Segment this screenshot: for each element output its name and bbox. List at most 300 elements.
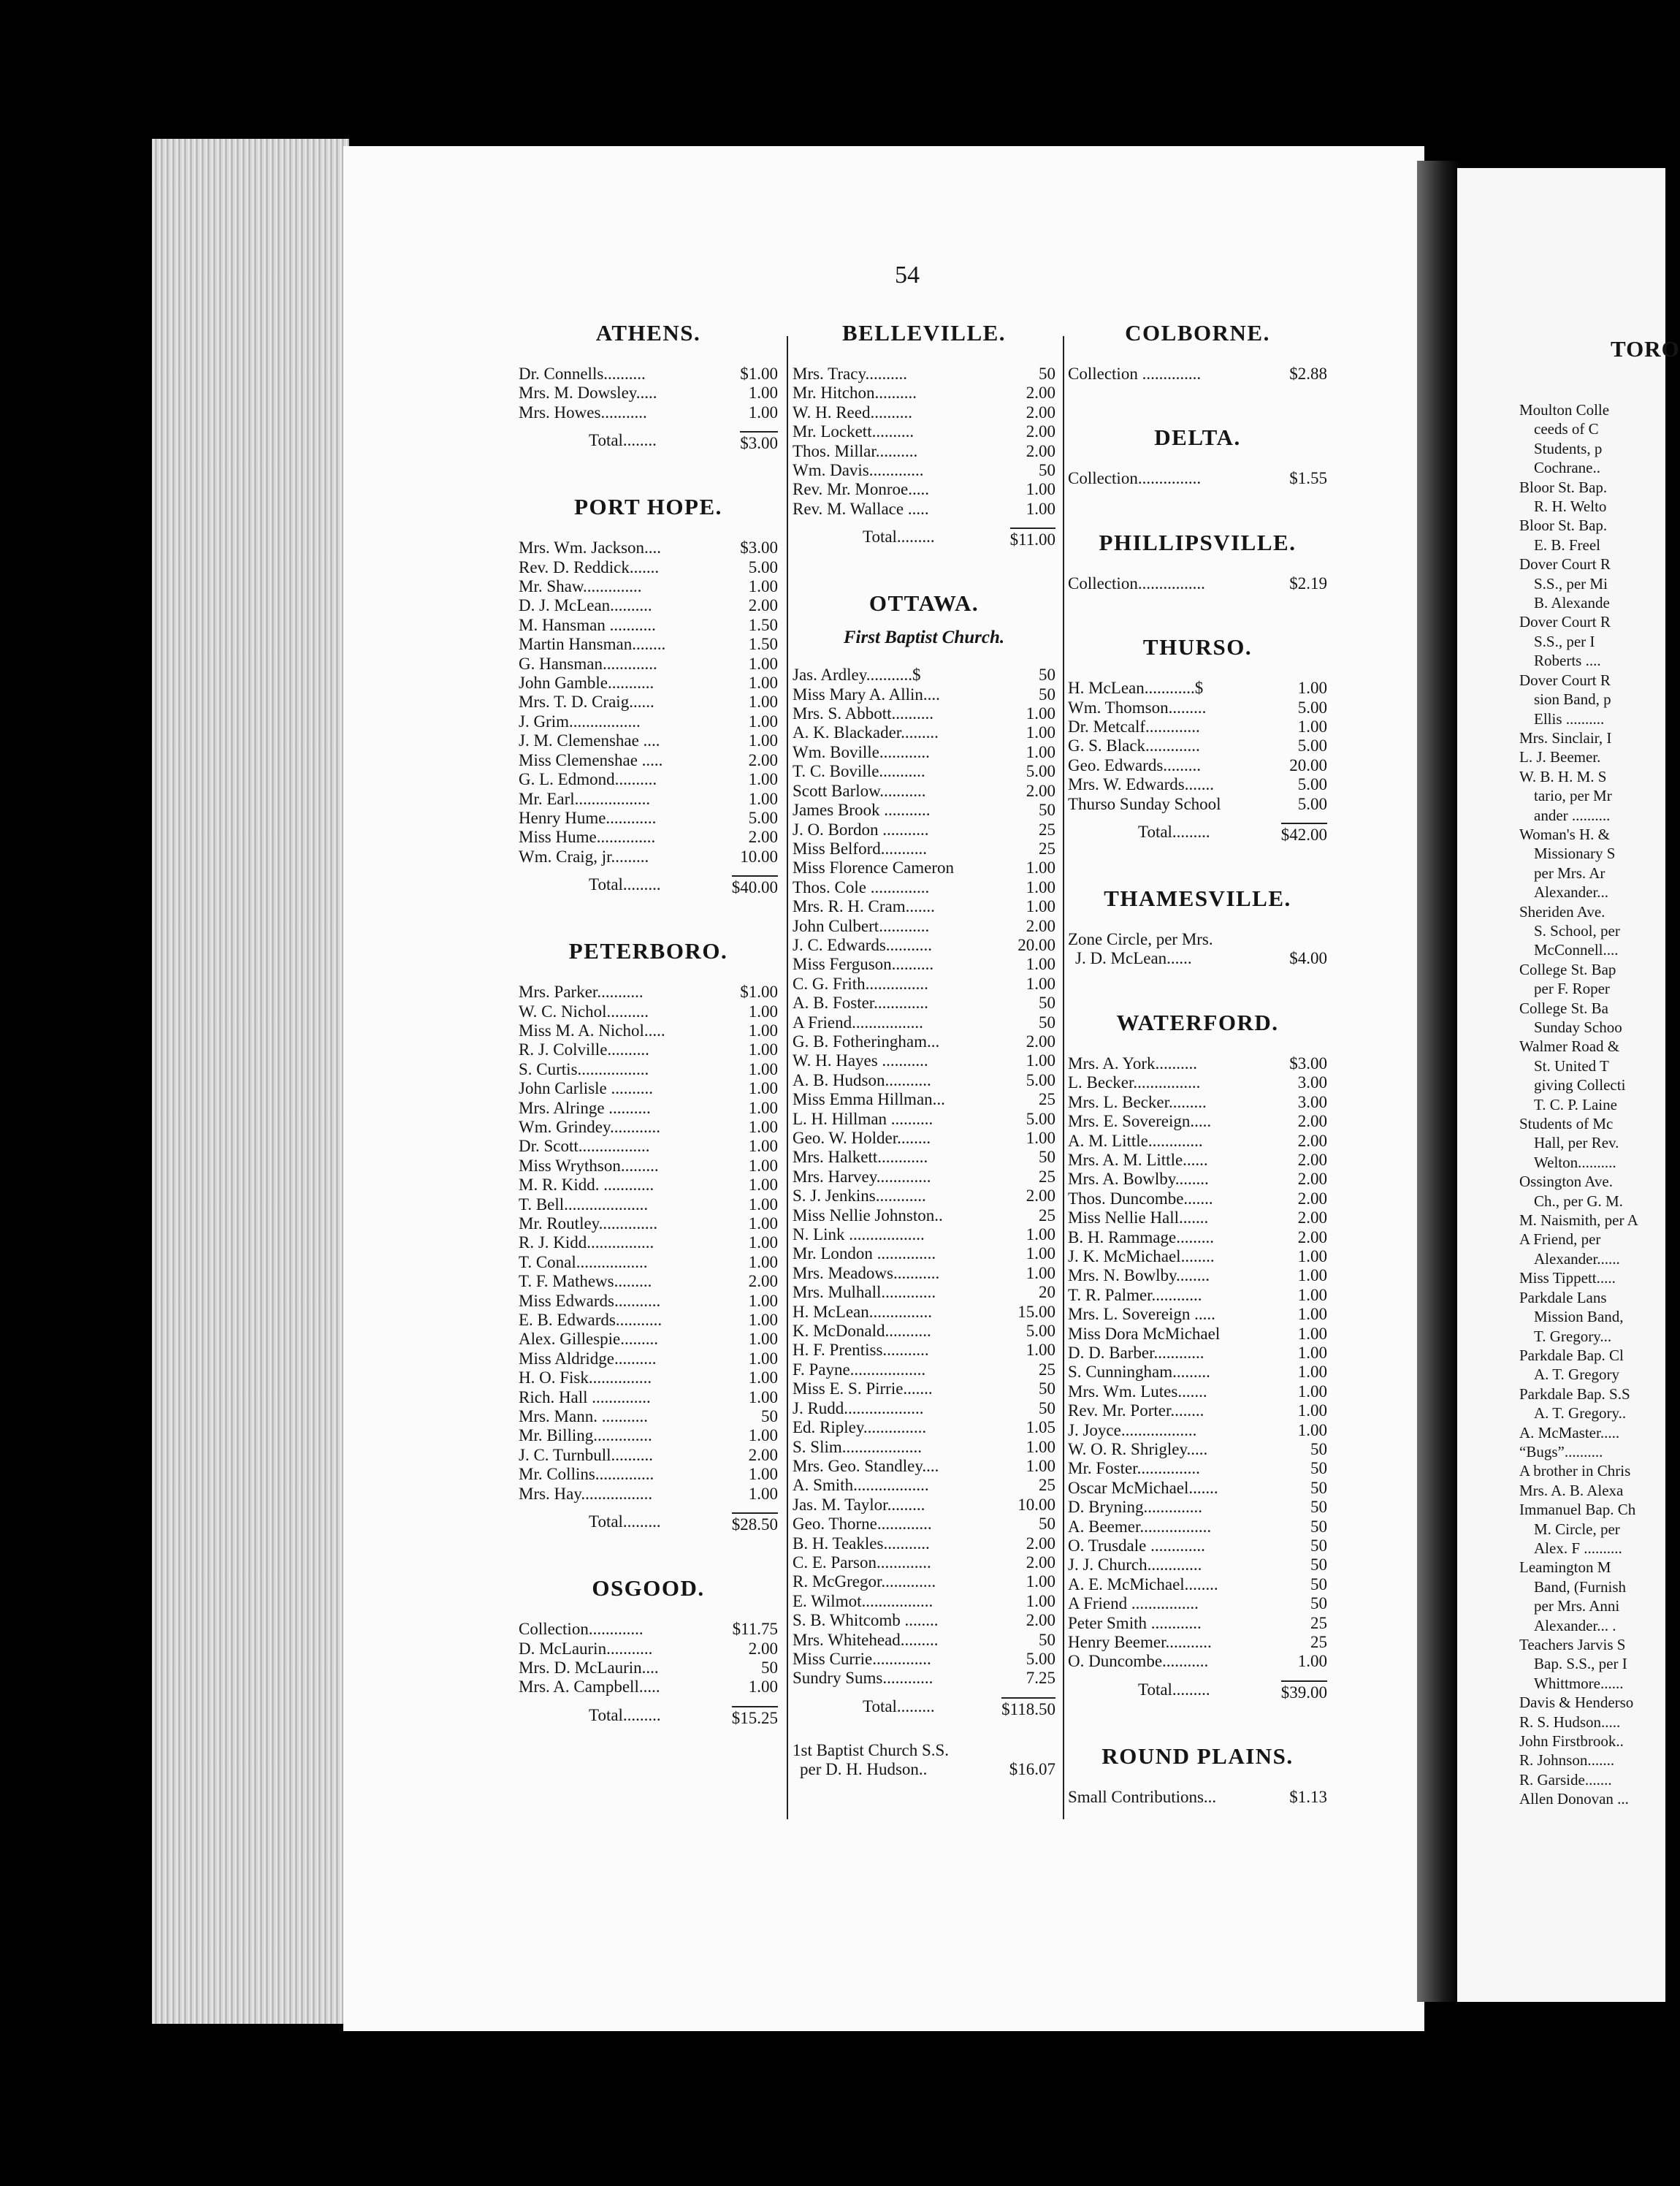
- entry-row: [793, 1341, 1055, 1360]
- entry-amount: 2.00: [1026, 781, 1055, 800]
- entry-name: Geo. Thorne.............: [793, 1515, 932, 1534]
- entry-amount: 1.00: [748, 654, 778, 673]
- entry-row: [519, 1426, 778, 1445]
- entry-row: [1068, 698, 1327, 717]
- entry-list: [1068, 574, 1327, 593]
- entry-amount: 50: [1310, 1517, 1327, 1536]
- total-amount: $11.00: [1010, 528, 1055, 549]
- entry-name: Mrs. Alringe ..........: [519, 1098, 651, 1117]
- entry-amount: 1.00: [748, 1214, 778, 1233]
- entry-amount: 2.00: [1026, 441, 1055, 460]
- entry-row: [793, 1572, 1055, 1591]
- entry-amount: 25: [1039, 839, 1055, 858]
- section-title: COLBORNE.: [1125, 320, 1270, 346]
- entry-amount: 25: [1039, 820, 1055, 839]
- entry-name: Mrs. N. Bowlby........: [1068, 1266, 1210, 1285]
- entry-name: W. O. R. Shrigley.....: [1068, 1440, 1208, 1458]
- entry-name: Peter Smith ............: [1068, 1613, 1202, 1632]
- entry-row: [519, 1388, 778, 1407]
- entry-line-1: Zone Circle, per Mrs.: [1068, 930, 1213, 949]
- list-line: McConnell....: [1534, 941, 1619, 959]
- list-line: tario, per Mr: [1534, 787, 1612, 805]
- entry-amount: 2.00: [1026, 422, 1055, 441]
- entry-row: [793, 1650, 1055, 1669]
- list-line: Immanuel Bap. Ch: [1519, 1501, 1636, 1519]
- entry-amount: 1.00: [748, 1156, 778, 1175]
- entry-row: [793, 480, 1055, 499]
- entry-row: [1068, 1054, 1327, 1073]
- entry-name: Miss Currie..............: [793, 1649, 931, 1668]
- right-page-heading: TORO: [1611, 336, 1680, 362]
- list-line: per Mrs. Anni: [1534, 1597, 1620, 1615]
- entry-name: Wm. Craig, jr.........: [519, 847, 649, 866]
- list-line: per F. Roper: [1534, 980, 1610, 998]
- entry-name: T. C. Boville...........: [793, 762, 925, 781]
- entry-row: [793, 1592, 1055, 1611]
- entry-row: [519, 558, 778, 577]
- entry-row: [519, 1292, 778, 1311]
- section: [519, 321, 778, 453]
- entry-row: [1068, 1633, 1327, 1652]
- entry-row: [1068, 1479, 1327, 1498]
- section: [1068, 636, 1327, 845]
- section-title: PETERBORO.: [568, 938, 728, 964]
- entry-name: Mrs. Meadows...........: [793, 1263, 940, 1282]
- entry-amount: 2.00: [1026, 1534, 1055, 1553]
- entry-name: Mrs. Whitehead.........: [793, 1630, 939, 1649]
- entry-amount: 1.00: [1297, 1266, 1327, 1285]
- list-line: R. S. Hudson.....: [1519, 1713, 1621, 1731]
- entry-row: [793, 365, 1055, 384]
- column-3: [1068, 321, 1327, 1849]
- section: [1068, 1011, 1327, 1702]
- entry-row: [793, 704, 1055, 723]
- entry-row: [519, 693, 778, 712]
- entry-name: J. O. Bordon ...........: [793, 820, 929, 839]
- list-line: Ch., per G. M.: [1534, 1192, 1623, 1210]
- entry-row: [793, 1515, 1055, 1534]
- list-line: T. C. P. Laine: [1534, 1095, 1617, 1113]
- entry-row: [1068, 1594, 1327, 1613]
- entry-name: F. Payne..................: [793, 1360, 926, 1379]
- total-label: Total.........: [589, 1705, 661, 1724]
- entry-name: S. Curtis.................: [519, 1059, 649, 1078]
- entry-amount: 20: [1039, 1283, 1055, 1302]
- entry-list: [1068, 365, 1327, 384]
- entry-amount: 2.00: [748, 1639, 778, 1658]
- entry-name: Oscar McMichael.......: [1068, 1478, 1218, 1497]
- entry-amount: 1.00: [1026, 858, 1055, 877]
- entry-name: Mrs. Tracy..........: [793, 365, 907, 383]
- entry-row: [1068, 736, 1327, 755]
- entry-name: H. F. Prentiss...........: [793, 1341, 929, 1360]
- list-line: St. United T: [1534, 1056, 1609, 1075]
- entry-amount: 2.00: [748, 750, 778, 769]
- list-line: Walmer Road &: [1519, 1037, 1620, 1056]
- entry-row: [519, 1214, 778, 1233]
- entry-list: [519, 365, 778, 422]
- section: [793, 592, 1055, 1779]
- entry-amount: 7.25: [1026, 1669, 1055, 1688]
- entry-name: R. J. Colville..........: [519, 1040, 649, 1059]
- section-title: OSGOOD.: [592, 1575, 705, 1602]
- entry-name: Miss Dora McMichael: [1068, 1324, 1221, 1343]
- entry-amount: 50: [1039, 685, 1055, 704]
- entry-row: [519, 1157, 778, 1176]
- entry-row: [519, 770, 778, 789]
- entry-name: J. Joyce..................: [1068, 1420, 1197, 1439]
- column-rule: [787, 336, 788, 1819]
- entry-row: [519, 655, 778, 674]
- entry-amount: 25: [1039, 1167, 1055, 1186]
- section: [519, 1577, 778, 1728]
- list-line: Sheriden Ave.: [1519, 902, 1605, 921]
- entry-name: Henry Hume............: [519, 808, 657, 827]
- entry-amount: 1.00: [1297, 1363, 1327, 1382]
- entry-row: [1068, 795, 1327, 814]
- entry-amount: 5.00: [1026, 762, 1055, 781]
- note-amount: $16.07: [1009, 1760, 1055, 1779]
- entry-name: Miss Clemenshae .....: [519, 750, 663, 769]
- entry-amount: 1.00: [748, 674, 778, 693]
- entry-name: Miss Hume..............: [519, 828, 656, 847]
- entry-row: [793, 917, 1055, 936]
- entry-row: [519, 712, 778, 731]
- entry-amount: 1.00: [748, 1002, 778, 1021]
- entry-row: [1068, 1093, 1327, 1112]
- entry-row: [1068, 679, 1327, 698]
- entry-amount: 50: [1039, 1630, 1055, 1649]
- entry-name: Mrs. Wm. Lutes.......: [1068, 1382, 1207, 1401]
- total-label: Total.........: [589, 875, 661, 894]
- entry-amount: 5.00: [1026, 1109, 1055, 1128]
- list-line: Band, (Furnish: [1534, 1577, 1626, 1596]
- total-label: Total.........: [589, 1512, 661, 1531]
- list-line: Woman's H. &: [1519, 825, 1611, 843]
- entry-amount: 2.00: [1297, 1208, 1327, 1227]
- entry-name: A. E. McMichael........: [1068, 1574, 1218, 1593]
- entry-name: Ed. Ripley...............: [793, 1418, 927, 1437]
- entry-amount: 50: [1310, 1440, 1327, 1458]
- entry-amount: 50: [1039, 801, 1055, 820]
- entry-name: Mrs. Howes...........: [519, 403, 647, 422]
- entry-row: [793, 1534, 1055, 1553]
- list-line: R. Johnson.......: [1519, 1751, 1615, 1770]
- entry-row: [793, 1244, 1055, 1263]
- entry-amount: 1.00: [1026, 1051, 1055, 1070]
- entry-name: Mrs. A. Bowlby........: [1068, 1170, 1209, 1189]
- entry-name: O. Trusdale .............: [1068, 1536, 1205, 1555]
- entry-name: Mrs. Halkett............: [793, 1148, 928, 1167]
- entry-row: [519, 1465, 778, 1484]
- entry-name: Mr. Collins..............: [519, 1465, 654, 1484]
- entry-row: [793, 858, 1055, 877]
- entry-amount: 1.00: [1026, 877, 1055, 896]
- list-line: Teachers Jarvis S: [1519, 1636, 1626, 1653]
- entry-name: A. B. Foster.............: [793, 994, 928, 1013]
- entry-name: J. Grim.................: [519, 712, 641, 731]
- section-title: THAMESVILLE.: [1104, 886, 1291, 912]
- entry-row: [519, 1176, 778, 1195]
- entry-amount: 1.00: [748, 1291, 778, 1310]
- entry-amount: 50: [1310, 1555, 1327, 1574]
- entry-name: Martin Hansman........: [519, 635, 666, 654]
- entry-amount: 2.00: [1297, 1170, 1327, 1189]
- entry-amount: 1.05: [1026, 1418, 1055, 1437]
- entry-amount: 5.00: [1026, 1649, 1055, 1668]
- list-line: Cochrane..: [1534, 459, 1600, 477]
- entry-name: W. H. Hayes ...........: [793, 1051, 928, 1070]
- entry-name: Dr. Connells..........: [519, 365, 646, 383]
- entry-row: [793, 685, 1055, 704]
- entry-row: [1068, 1421, 1327, 1440]
- entry-name: A. Smith..................: [793, 1476, 929, 1495]
- list-line: S. School, per: [1534, 921, 1620, 940]
- entry-row: [793, 500, 1055, 519]
- list-line: Parkdale Bap. Cl: [1519, 1346, 1624, 1364]
- total-amount: $40.00: [732, 875, 778, 897]
- list-line: Whittmore......: [1534, 1674, 1624, 1692]
- entry-row: [519, 1099, 778, 1118]
- list-line: Alexander... .: [1534, 1616, 1616, 1634]
- entry-name: A. Beemer.................: [1068, 1517, 1212, 1536]
- entry-amount: 1.00: [748, 770, 778, 789]
- entry-amount: 1.00: [748, 1484, 778, 1503]
- entry-name: R. McGregor.............: [793, 1572, 936, 1591]
- section-title: PHILLIPSVILLE.: [1099, 529, 1297, 555]
- entry-row: [793, 1631, 1055, 1650]
- entry-row: [1068, 1344, 1327, 1363]
- entry-row: [519, 674, 778, 693]
- entry-name: L. Becker................: [1068, 1073, 1201, 1092]
- entry-amount: 1.00: [748, 1252, 778, 1271]
- section-total: [519, 431, 778, 453]
- entry-amount: $4.00: [1289, 949, 1327, 968]
- entry-name: R. J. Kidd................: [519, 1233, 654, 1252]
- entry-row: [1068, 365, 1327, 384]
- entry-row: [793, 975, 1055, 994]
- entry-name: Thos. Millar..........: [793, 441, 918, 460]
- list-line: ander ..........: [1534, 806, 1611, 824]
- entry-amount: 1.00: [748, 1195, 778, 1214]
- entry-row: [793, 422, 1055, 441]
- entry-amount: 2.00: [1026, 1611, 1055, 1630]
- entry-amount: 1.00: [1026, 897, 1055, 916]
- entry-name: W. H. Reed..........: [793, 403, 912, 422]
- entry-row: [519, 596, 778, 615]
- entry-row: [793, 1476, 1055, 1495]
- entry-amount: $1.13: [1289, 1787, 1327, 1806]
- entry-row: [793, 1090, 1055, 1109]
- list-line: Alexander......: [1534, 1249, 1620, 1268]
- entry-row: [519, 1349, 778, 1368]
- entry-amount: 1.00: [748, 403, 778, 422]
- list-line: S.S., per Mi: [1534, 574, 1608, 593]
- list-line: Allen Donovan ...: [1519, 1790, 1629, 1808]
- entry-name: Mrs. A. Campbell.....: [519, 1677, 660, 1696]
- entry-amount: 1.00: [1026, 742, 1055, 761]
- section-total: [519, 875, 778, 897]
- entry-name: James Brook ...........: [793, 801, 931, 820]
- entry-name: M. Hansman ...........: [519, 615, 656, 634]
- entry-name: Wm. Davis.............: [793, 461, 924, 480]
- entry-amount: 5.00: [1297, 698, 1327, 717]
- entry-amount: 2.00: [1297, 1150, 1327, 1169]
- entry-row: [1068, 775, 1327, 794]
- entry-row: [793, 936, 1055, 955]
- entry-amount: 1.50: [748, 635, 778, 654]
- list-line: Dover Court R: [1519, 613, 1611, 631]
- entry-amount: 1.00: [748, 1059, 778, 1078]
- entry-row: [1068, 1151, 1327, 1170]
- entry-name: T. Bell....................: [519, 1195, 649, 1214]
- total-label: Total........: [589, 431, 657, 450]
- total-amount: $39.00: [1281, 1680, 1327, 1702]
- list-line: giving Collecti: [1534, 1076, 1626, 1094]
- entry-row: [519, 1640, 778, 1658]
- entry-amount: 1.00: [1026, 1437, 1055, 1456]
- entry-amount: 3.00: [1297, 1092, 1327, 1111]
- entry-amount: 50: [1039, 1515, 1055, 1534]
- entry-amount: 1.00: [748, 1426, 778, 1445]
- entry-amount: 2.00: [1026, 1553, 1055, 1572]
- entry-name: Mr. Lockett..........: [793, 422, 915, 441]
- entry-row: [519, 1446, 778, 1465]
- entry-row: [1068, 1170, 1327, 1189]
- entry-amount: 50: [761, 1407, 778, 1426]
- entry-row: [793, 1496, 1055, 1515]
- entry-amount: $3.00: [1289, 1054, 1327, 1073]
- list-line: College St. Ba: [1519, 999, 1608, 1017]
- list-line: per Mrs. Ar: [1534, 864, 1605, 882]
- entry-row: [793, 666, 1055, 685]
- entry-name: Miss Florence Cameron: [793, 858, 955, 877]
- entry-row: [519, 1330, 778, 1349]
- entry-amount: 1.00: [748, 1098, 778, 1117]
- entry-name: C. G. Frith...............: [793, 974, 928, 993]
- section-title: BELLEVILLE.: [841, 320, 1007, 346]
- entry-amount: 5.00: [748, 557, 778, 576]
- entry-amount: 1.00: [1026, 1244, 1055, 1263]
- entry-name: Mr. Shaw..............: [519, 577, 642, 596]
- entry-name: Jas. Ardley...........$: [793, 666, 921, 685]
- entry-amount: 1.00: [748, 1176, 778, 1195]
- entry-amount: 1.00: [1297, 1305, 1327, 1324]
- section-total: [793, 1697, 1055, 1719]
- entry-row: [793, 1418, 1055, 1437]
- entry-row: [1068, 1266, 1327, 1285]
- entry-row: [519, 1620, 778, 1639]
- entry-name: John Gamble...........: [519, 674, 654, 693]
- entry-row: [519, 635, 778, 654]
- entry-amount: $2.88: [1289, 365, 1327, 383]
- entry-amount: 1.00: [1297, 679, 1327, 698]
- entry-name: Miss Wrythson.........: [519, 1156, 659, 1175]
- list-line: ceeds of C: [1534, 420, 1599, 438]
- note-name: per D. H. Hudson..: [800, 1760, 928, 1779]
- column-1: [519, 321, 778, 1770]
- entry-amount: 1.00: [748, 384, 778, 403]
- entry-amount: 1.00: [748, 1040, 778, 1059]
- entry-name: Mr. Hitchon..........: [793, 384, 917, 403]
- entry-name: J. K. McMichael........: [1068, 1246, 1215, 1265]
- entry-name: L. H. Hillman ..........: [793, 1109, 933, 1128]
- entry-row: [793, 384, 1055, 403]
- entry-amount: $3.00: [740, 538, 778, 557]
- total-label: Total.........: [1138, 1680, 1210, 1699]
- entry-row: [793, 1071, 1055, 1090]
- list-line: sion Band, p: [1534, 690, 1611, 709]
- entry-name: Geo. Edwards.........: [1068, 755, 1202, 774]
- list-line: E. B. Freel: [1534, 536, 1600, 554]
- entry-row: [519, 1002, 778, 1021]
- entry-name: Mrs. Harvey.............: [793, 1167, 931, 1186]
- entry-row: [793, 1611, 1055, 1630]
- note-line-2: [793, 1760, 1055, 1779]
- entry-name: Sundry Sums............: [793, 1669, 933, 1688]
- section-total: [793, 528, 1055, 549]
- entry-row: [793, 878, 1055, 897]
- entry-list: [519, 983, 778, 1504]
- entry-amount: 2.00: [1297, 1112, 1327, 1131]
- entry-row: [519, 1195, 778, 1214]
- entry-amount: 1.00: [1026, 723, 1055, 742]
- list-line: Parkdale Bap. S.S: [1519, 1385, 1630, 1403]
- entry-name: Mrs. Wm. Jackson....: [519, 538, 662, 557]
- section: [1068, 426, 1327, 488]
- entry-name: Collection.............: [519, 1620, 644, 1639]
- entry-row: [1068, 1325, 1327, 1344]
- entry-name: Rev. Mr. Monroe.....: [793, 480, 929, 499]
- entry-amount: $2.19: [1289, 574, 1327, 593]
- entry-name: Miss Mary A. Allin....: [793, 685, 940, 704]
- entry-row: [1068, 1112, 1327, 1131]
- entry-amount: 2.00: [748, 1445, 778, 1464]
- column-2: [793, 321, 1055, 1822]
- entry-name: Mrs. Mulhall.............: [793, 1283, 936, 1302]
- entry-name: E. Wilmot.................: [793, 1591, 933, 1610]
- entry-amount: 50: [1039, 1013, 1055, 1032]
- entry-name: Mrs. A. M. Little......: [1068, 1150, 1208, 1169]
- entry-amount: 10.00: [1017, 1495, 1055, 1514]
- entry-row: [519, 384, 778, 403]
- entry-name: Mr. Billing..............: [519, 1426, 652, 1445]
- entry-amount: 25: [1039, 1360, 1055, 1379]
- entry-amount: 50: [1039, 994, 1055, 1013]
- entry-list: [1068, 679, 1327, 814]
- entry-row: [519, 1311, 778, 1330]
- entry-row: [1068, 1536, 1327, 1555]
- entry-name: Wm. Boville............: [793, 742, 930, 761]
- entry-row: [519, 828, 778, 847]
- entry-name: J. Rudd...................: [793, 1398, 924, 1417]
- list-line: W. B. H. M. S: [1519, 767, 1607, 785]
- entry-row: [519, 848, 778, 867]
- entry-amount: 15.00: [1017, 1302, 1055, 1321]
- section: [1068, 321, 1327, 384]
- entry-row: [519, 1021, 778, 1040]
- list-line: A. T. Gregory..: [1534, 1404, 1627, 1423]
- entry-name: A. M. Little.............: [1068, 1131, 1203, 1150]
- list-line: Alex. F ..........: [1534, 1539, 1622, 1557]
- entry-row: [793, 1553, 1055, 1572]
- entry-name: Mrs. S. Abbott..........: [793, 704, 933, 723]
- entry-name: Mr. Routley..............: [519, 1214, 658, 1233]
- entry-row: [793, 1110, 1055, 1129]
- entry-name: Mrs. D. McLaurin....: [519, 1658, 659, 1677]
- entry-name: M. R. Kidd. ............: [519, 1176, 654, 1195]
- entry-amount: 1.00: [748, 712, 778, 731]
